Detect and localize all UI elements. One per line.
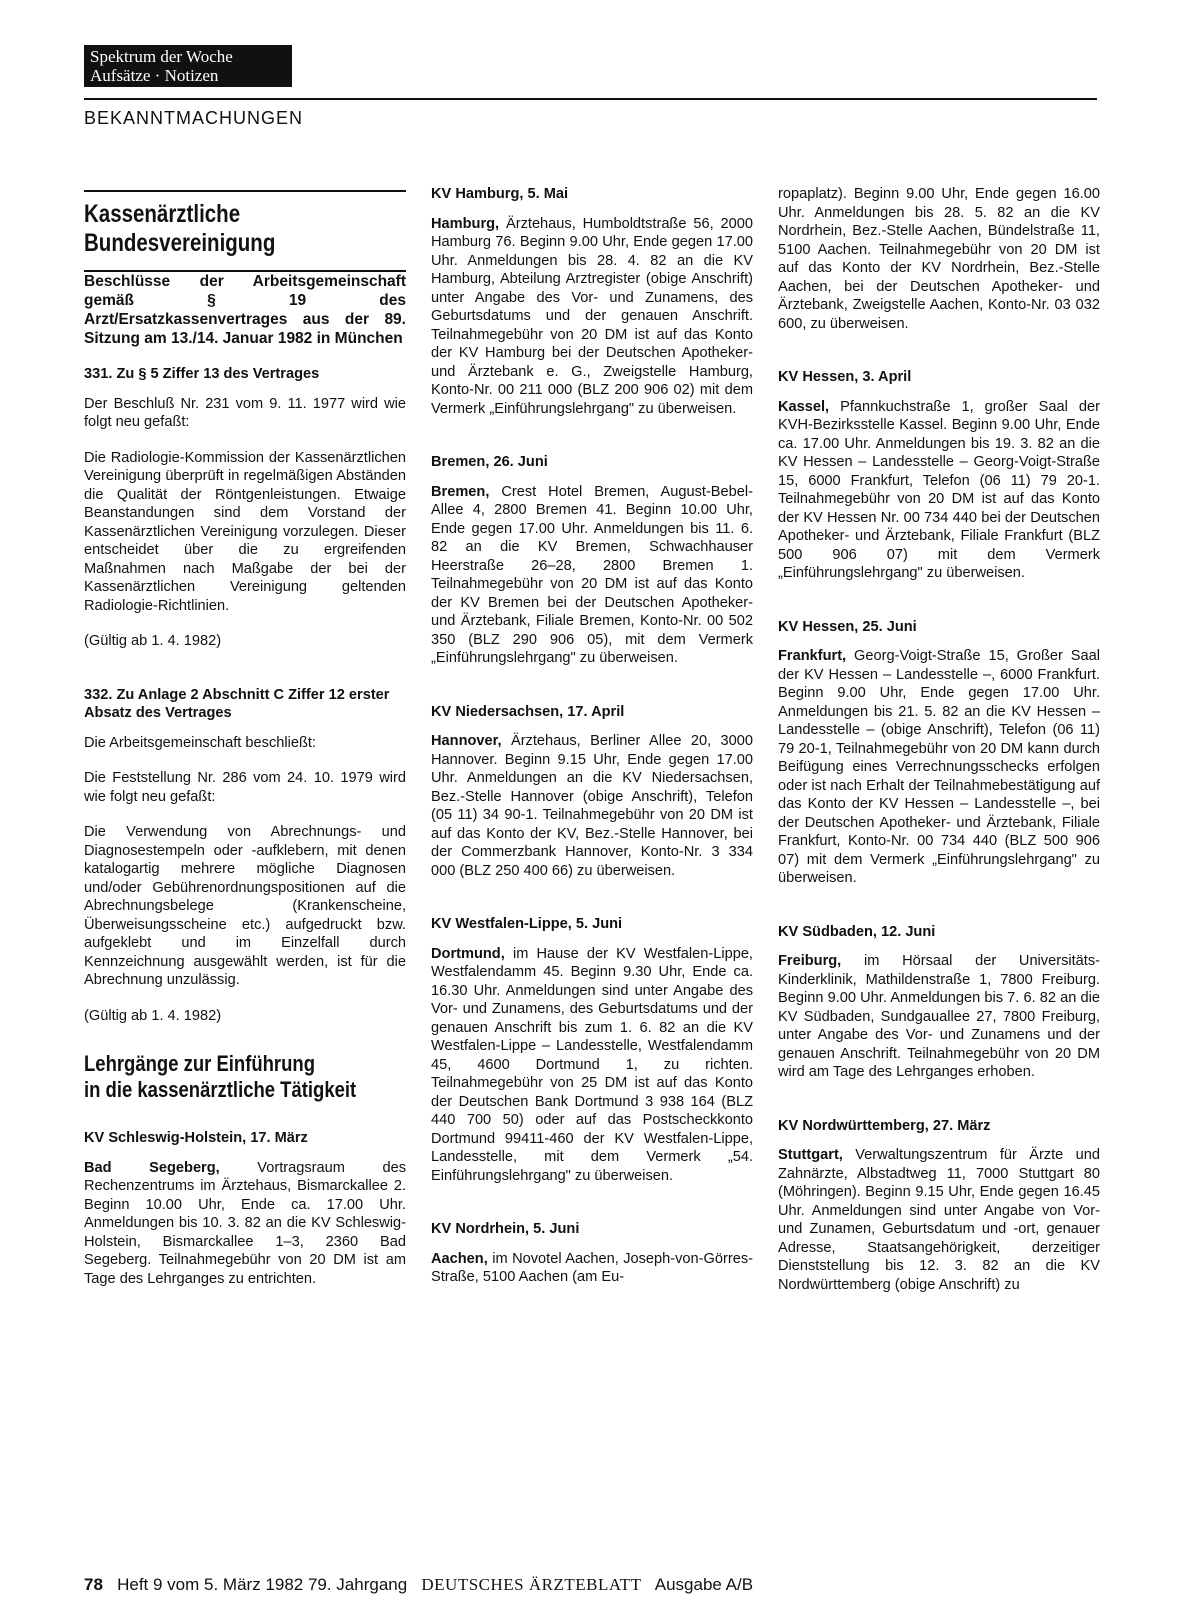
course-text: Freiburg, im Hörsaal der Universitäts-Kinderklinik, Mathildenstraße 1, 7800 Freiburg. Beginn 9.00 Uhr. Anmeldungen bis 7. 6. 82 an die KV Südbaden, Sundgauallee 27, 7800 Freiburg, unter Angabe des Vor- und Zunamens und der genauen Anschrift. Teilnahmegebühr von 20 DM wird am Tage des Lehrganges erhoben.	[778, 953, 1100, 1080]
course-heading: KV Südbaden, 12. Juni	[778, 923, 936, 940]
course-heading: KV Schleswig-Holstein, 17. März	[84, 1130, 308, 1146]
masthead: DEUTSCHES ÄRZTEBLATT	[421, 1575, 642, 1594]
issue-info: Heft 9 vom 5. März 1982 79. Jahrgang	[117, 1575, 408, 1594]
course-heading: KV Nordwürttemberg, 27. März	[778, 1117, 991, 1134]
course-text: Frankfurt, Georg-Voigt-Straße 15, Großer Saal der KV Hessen – Landesstelle –, 6000 Frankfurt. Beginn 9.00 Uhr, Ende gegen 17.00 Uhr. Anmeldungen bis 21. 5. 82 an die KV Hessen – Landesstelle – (obige Anschrift), Telefon (06 11) 79 20-1, Teilnahmegebühr von 20 DM kann durch Beifügung eines Verrechnungsschecks erfolgen oder ist nach Erhalt der Teilnahmebestätigung auf das Konto der KV Hessen – Landesstelle –, bei der Deutschen Apotheker- und Ärztebank, Filiale Frankfurt, Konto-Nr. 00 734 440 (BLZ 500 906 07) mit dem Vermerk „Einführungslehrgang" zu überweisen.	[778, 648, 1100, 886]
course-heading: KV Hamburg, 5. Mai	[431, 186, 569, 202]
paragraph: Die Arbeitsgemeinschaft beschließt:	[84, 734, 316, 751]
course-heading: KV Nordrhein, 5. Juni	[431, 1221, 580, 1237]
page-footer	[84, 1575, 753, 1595]
edition: Ausgabe A/B	[654, 1575, 754, 1594]
course-text: Bremen, Crest Hotel Bremen, August-Bebel-Allee 4, 2800 Bremen 41. Beginn 10.00 Uhr, Ende gegen 17.00 Uhr. Anmeldungen bis 11. 6. 82 an die KV Bremen, Schwachhauser Heerstraße 26–28, 2800 Bremen 1. Teilnahmegebühr von 20 DM ist auf das Konto der KV Bremen bei der Deutschen Apotheker- und Ärztebank, Filiale Bremen, Konto-Nr. 00 502 350 (BLZ 290 906 05), mit dem Vermerk „Einführungslehrgang" zu überweisen.	[431, 483, 753, 666]
lead-paragraph: Beschlüsse der Arbeitsgemeinschaft gemäß § 19 des Arzt/Ersatzkassenvertrages aus der 89. Sitzung am 13./14. Januar 1982 in München	[84, 273, 406, 347]
rubric-line-1: Spektrum der Woche	[90, 47, 233, 66]
course-text: ropaplatz). Beginn 9.00 Uhr, Ende gegen 16.00 Uhr. Anmeldungen bis 28. 5. 82 an die KV Nordrhein, Bez.-Stelle Aachen, Bündelstraße 11, 5100 Aachen. Teilnahmegebühr von 20 DM ist auf das Konto der KV Nordrhein, Bez.-Stelle Aachen, bei der Deutschen Apotheker- und Ärztebank, Zweigstelle Aachen, Konto-Nr. 03 032 600, zu überweisen.	[778, 186, 1100, 332]
paragraph: Der Beschluß Nr. 231 vom 9. 11. 1977 wird wie folgt neu gefaßt:	[84, 395, 406, 430]
column-3	[778, 185, 1100, 1311]
column-1	[84, 190, 406, 1305]
course-text: Aachen, im Novotel Aachen, Joseph-von-Görres-Straße, 5100 Aachen (am Eu-	[431, 1250, 753, 1285]
course-text: Stuttgart, Verwaltungszentrum für Ärzte und Zahnärzte, Albstadtweg 11, 7000 Stuttgart 80 (Möhringen). Beginn 9.15 Uhr, Ende gegen 16.45 Uhr. Anmeldungen sind unter Angabe von Vor- und Zunamen, Geburtsdatum und -ort, genauer Adresse, Staatsangehörigkeit, derzeitiger Dienststellung bis 12. 3. 82 an die KV Nordwürttemberg (obige Anschrift) zu	[778, 1147, 1100, 1293]
paragraph: Die Verwendung von Abrechnungs- und Diagnosestempeln oder -aufklebern, mit denen katalogartig mehrere mögliche Diagnosen und/oder Gebührenordnungspositionen auf die Abrechnungsbelege (Krankenscheine, Überweisungsscheine etc.) aufgedruckt bzw. aufgeklebt und im Einzelfall durch Kennzeichnung ausgewählt werden, ist für die Abrechnung unzulässig.	[84, 824, 406, 988]
paragraph: Die Radiologie-Kommission der Kassenärztlichen Vereinigung überprüft in regelmäßigen Abständen die Qualität der Röntgenleistungen. Etwaige Beanstandungen sind dem Vorstand der Kassenärztlichen Vereinigung vorzulegen. Dieser entscheidet über die zu ergreifenden Maßnahmen nach Maßgabe der bei der Kassenärztlichen Vereinigung geltenden Radiologie-Richtlinien.	[84, 449, 406, 614]
course-heading: KV Hessen, 25. Juni	[778, 618, 917, 635]
course-heading: KV Niedersachsen, 17. April	[431, 703, 625, 720]
rubric-box	[84, 45, 292, 87]
course-text: Kassel, Pfannkuchstraße 1, großer Saal der KVH-Bezirksstelle Kassel. Beginn 9.00 Uhr, Ende ca. 17.00 Uhr. Anmeldungen bis 19. 3. 82 an die KV Hessen – Landesstelle – Georg-Voigt-Straße 15, 6000 Frankfurt, Telefon (06 11) 79 20-1. Teilnahmegebühr von 20 DM ist auf das Konto der KV Hessen Nr. 00 734 440 bei der Deutschen Apotheker- und Ärztebank, Filiale Frankfurt (BLZ 500 906 07) mit dem Vermerk „Einführungslehrgang" zu überweisen.	[778, 398, 1100, 581]
paragraph: (Gültig ab 1. 4. 1982)	[84, 633, 222, 649]
header-rule	[84, 98, 1097, 100]
course-text: Hannover, Ärztehaus, Berliner Allee 20, 3000 Hannover. Beginn 9.15 Uhr, Ende gegen 17.00 Uhr. Anmeldungen an die KV Niedersachsen, Bez.-Stelle Hannover (obige Anschrift), Telefon (05 11) 34 90-1. Teilnahmegebühr von 20 DM ist auf das Konto der KV, Bez.-Stelle Hannover, bei der Commerzbank Hannover, Konto-Nr. 3 334 000 (BLZ 250 400 66) zu überweisen.	[431, 733, 753, 879]
page-number: 78	[84, 1575, 103, 1594]
course-heading: KV Hessen, 3. April	[778, 369, 912, 385]
course-text: Hamburg, Ärztehaus, Humboldtstraße 56, 2000 Hamburg 76. Beginn 9.00 Uhr, Ende gegen 17.00 Uhr. Anmeldungen bis 28. 4. 82 an die KV Hamburg, Abteilung Arztregister (obige Anschrift) unter Angabe des Vor- und Zunamens, des Geburtsdatums und der genauen Anschrift. Teilnahmegebühr von 20 DM ist auf das Konto der KV Hamburg bei der Deutschen Apotheker- und Ärztebank e. G., Zweigstelle Hamburg, Konto-Nr. 00 211 000 (BLZ 200 906 02) mit dem Vermerk „Einführungslehrgang" zu überweisen.	[431, 215, 753, 417]
rubric-line-2: Aufsätze · Notizen	[90, 66, 219, 85]
heading-331: 331. Zu § 5 Ziffer 13 des Vertrages	[84, 366, 320, 382]
course-text: Bad Segeberg, Vortragsraum des Rechenzentrums im Ärztehaus, Bismarckallee 2. Beginn 10.00 Uhr, Ende ca. 17.00 Uhr. Anmeldungen bis 10. 3. 82 an die KV Schleswig-Holstein, Bismarckallee 1–3, 2360 Bad Segeberg. Teilnahmegebühr von 20 DM ist am Tage des Lehrganges zu entrichten.	[84, 1159, 406, 1287]
title-rule-top	[84, 190, 406, 192]
course-heading: Bremen, 26. Juni	[431, 454, 548, 470]
course-text: Dortmund, im Hause der KV Westfalen-Lippe, Westfalendamm 45. Beginn 9.30 Uhr, Ende ca. 16.30 Uhr. Anmeldungen sind unter Angabe des Vor- und Zunamens, des Geburtsdatums und der genauen Anschrift bis zum 1. 6. 82 an die KV Westfalen-Lippe – Landesstelle, Westfalendamm 45, 4600 Dortmund 1, zu richten. Teilnahmegebühr von 25 DM ist auf das Konto der Deutschen Bank Dortmund 3 938 164 (BLZ 440 700 50) oder auf das Postscheckkonto Dortmund 99411-460 der KV Westfalen-Lippe, Landesstelle, mit dem Vermerk „54. Einführungslehrgang" zu überweisen.	[431, 945, 753, 1184]
course-heading: KV Westfalen-Lippe, 5. Juni	[431, 916, 623, 932]
section-title: Lehrgänge zur Einführung in die kassenärztliche Tätigkeit	[84, 1051, 357, 1102]
paragraph: Die Feststellung Nr. 286 vom 24. 10. 1979 wird wie folgt neu gefaßt:	[84, 770, 406, 805]
section-label: BEKANNTMACHUNGEN	[84, 108, 304, 128]
article-title: Kassenärztliche Bundesvereinigung	[84, 200, 276, 257]
column-2	[431, 185, 753, 1304]
heading-332: 332. Zu Anlage 2 Abschnitt C Ziffer 12 erster Absatz des Vertrages	[84, 686, 390, 721]
paragraph: (Gültig ab 1. 4. 1982)	[84, 1007, 222, 1024]
